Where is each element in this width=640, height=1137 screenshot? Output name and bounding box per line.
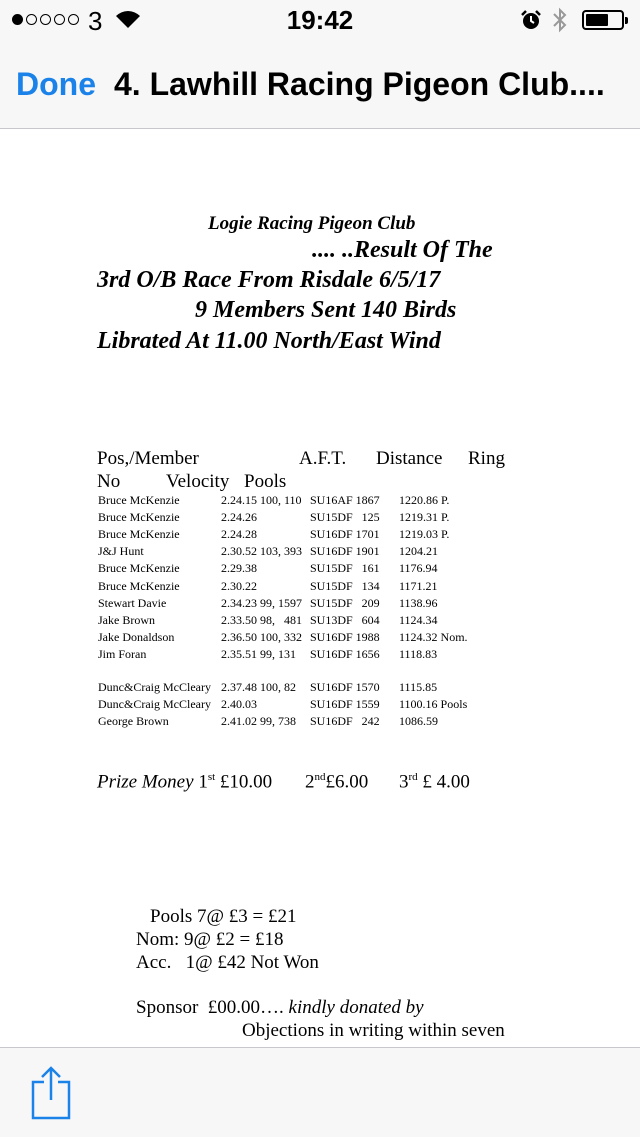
nom-line: Nom: 9@ £2 = £18 [136, 929, 284, 950]
objections-line: Objections in writing within seven [242, 1020, 505, 1041]
header-aft: A.F.T. [299, 448, 347, 469]
done-button[interactable]: Done [16, 66, 96, 102]
bottom-toolbar [0, 1047, 640, 1137]
header-pos-member: Pos,/Member [97, 448, 199, 469]
table-row: Bruce McKenzie 2.30.22 SU15DF 134 1171.21 [98, 579, 438, 593]
header-distance: Distance [376, 448, 443, 469]
share-icon[interactable] [30, 1066, 72, 1120]
header-pools: Pools [244, 471, 287, 492]
alarm-icon [520, 9, 542, 31]
table-row: Bruce McKenzie 2.24.26 SU15DF 125 1219.31 P. [98, 510, 450, 524]
table-row: Bruce McKenzie 2.29.38 SU15DF 161 1176.94 [98, 561, 438, 575]
table-row: Jim Foran 2.35.51 99, 131 SU16DF 1656 1118.83 [98, 647, 438, 661]
prize-money-line: Prize Money 1st £10.00 [97, 771, 273, 793]
prize-third: 3rd £ 4.00 [399, 771, 470, 793]
table-row: Dunc&Craig McCleary 2.40.03 SU16DF 1559 1100.16 Pools [98, 697, 468, 711]
header-ring: Ring [468, 448, 505, 469]
members-line: 9 Members Sent 140 Birds [195, 297, 457, 323]
bluetooth-icon [551, 6, 569, 34]
pools-line: Pools 7@ £3 = £21 [150, 906, 297, 927]
table-row: J&J Hunt 2.30.52 103, 393 SU16DF 1901 1204.21 [98, 544, 438, 558]
navigation-bar [0, 40, 640, 129]
librated-line: Librated At 11.00 North/East Wind [97, 328, 441, 354]
table-row: Jake Donaldson 2.36.50 100, 332 SU16DF 1988 1124.32 Nom. [98, 630, 468, 644]
result-line: .... ..Result Of The [312, 237, 493, 263]
header-velocity: Velocity [166, 471, 230, 492]
document-view[interactable] [0, 129, 640, 1047]
table-row: George Brown 2.41.02 99, 738 SU16DF 242 1086.59 [98, 714, 438, 728]
race-line: 3rd O/B Race From Risdale 6/5/17 [97, 267, 441, 293]
club-name: Logie Racing Pigeon Club [208, 213, 416, 234]
table-row: Dunc&Craig McCleary 2.37.48 100, 82 SU16DF 1570 1115.85 [98, 680, 438, 694]
table-row: Stewart Davie 2.34.23 99, 1597 SU15DF 209 1138.96 [98, 596, 438, 610]
status-time: 19:42 [286, 5, 354, 35]
carrier-label: 3 [88, 6, 103, 36]
page-title: 4. Lawhill Racing Pigeon Club.... [114, 66, 605, 102]
sponsor-line: Sponsor £00.00…. kindly donated by [136, 997, 424, 1018]
table-row: Jake Brown 2.33.50 98, 481 SU13DF 604 1124.34 [98, 613, 438, 627]
battery-icon [582, 10, 624, 30]
header-no: No [97, 471, 121, 492]
prize-second: 2nd£6.00 [305, 771, 369, 793]
table-row: Bruce McKenzie 2.24.15 100, 110 SU16AF 1867 1220.86 P. [98, 493, 450, 507]
status-bar [0, 0, 640, 40]
acc-line: Acc. 1@ £42 Not Won [136, 952, 319, 973]
table-row: Bruce McKenzie 2.24.28 SU16DF 1701 1219.03 P. [98, 527, 450, 541]
